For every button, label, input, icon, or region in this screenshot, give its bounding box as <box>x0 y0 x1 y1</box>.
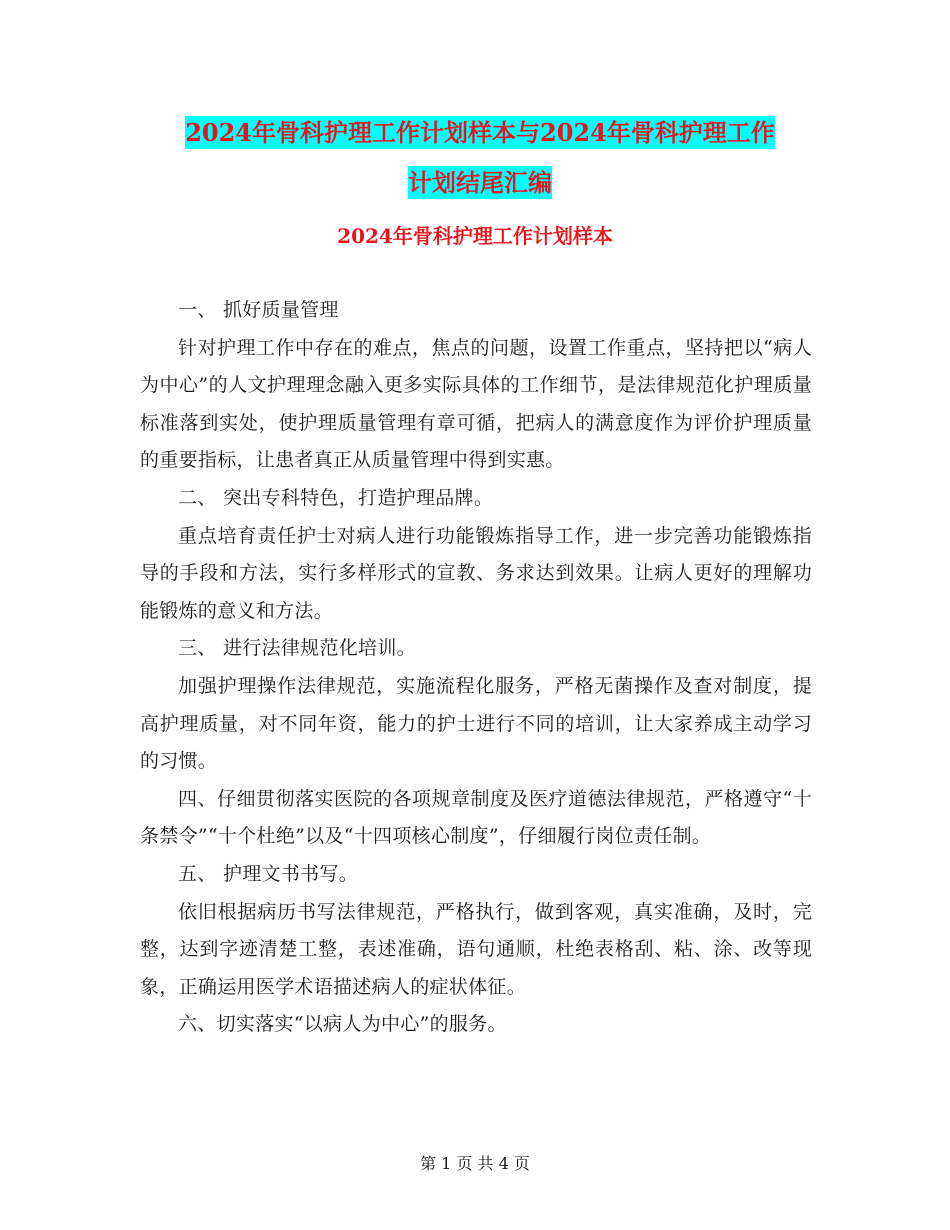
paragraph-heading-3: 三、 进行法律规范化培训。 <box>178 637 416 660</box>
paragraph-5: 依旧根据病历书写法律规范，严格执行，做到客观，真实准确，及时，完整，达到字迹清楚工整，表述准确，语句通顺，杜绝表格刮、粘、涂、改等现象，正确运用医学术语描述病人的症状体征。 <box>140 900 812 998</box>
document-title <box>140 108 820 208</box>
page-footer: 第 1 页 共 4 页 <box>420 1154 530 1173</box>
paragraph-4: 四、仔细贯彻落实医院的各项规章制度及医疗道德法律规范，严格遵守“十条禁令”“十个杜绝”以及“十四项核心制度”，仔细履行岗位责任制。 <box>140 787 812 848</box>
paragraph-heading-2: 二、 突出专科特色，打造护理品牌。 <box>178 486 494 509</box>
document-title-line-2: 计划结尾汇编 <box>408 168 552 197</box>
paragraph-2: 重点培育责任护士对病人进行功能锻炼指导工作，进一步完善功能锻炼指导的手段和方法，实行多样形式的宣教、务求达到效果。让病人更好的理解功能锻炼的意义和方法。 <box>140 524 812 622</box>
paragraph-1: 针对护理工作中存在的难点，焦点的问题，设置工作重点，坚持把以“病人为中心”的人文护理理念融入更多实际具体的工作细节，是法律规范化护理质量标准落到实处，使护理质量管理有章可循，把病人的满意度作为评价护理质量的重要指标，让患者真正从质量管理中得到实惠。 <box>140 336 812 472</box>
document-title-line-1: 2024年骨科护理工作计划样本与2024年骨科护理工作 <box>185 118 775 147</box>
paragraph-heading-1: 一、 抓好质量管理 <box>178 299 339 321</box>
paragraph-3: 加强护理操作法律规范，实施流程化服务，严格无菌操作及查对制度，提高护理质量，对不同年资，能力的护士进行不同的培训，让大家养成主动学习的习惯。 <box>140 674 812 773</box>
paragraph-heading-5: 五、 护理文书书写。 <box>178 862 359 885</box>
paragraph-heading-6: 六、切实落实“以病人为中心”的服务。 <box>178 1013 507 1036</box>
document-body <box>140 292 812 1044</box>
section-title: 2024年骨科护理工作计划样本 <box>337 224 613 248</box>
